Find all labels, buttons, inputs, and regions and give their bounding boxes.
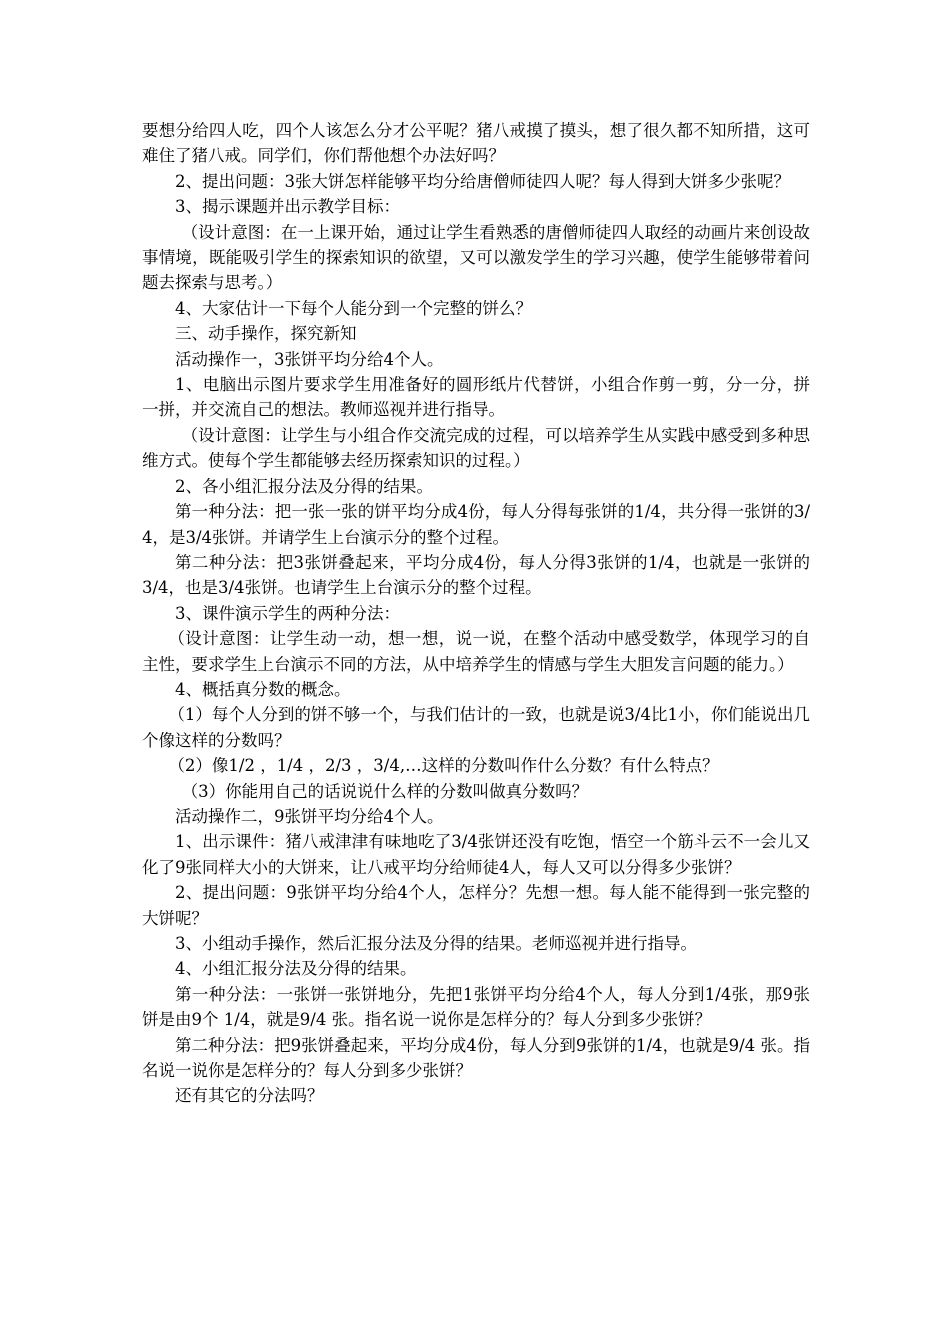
paragraph-method-2: 第二种分法：把3张饼叠起来，平均分成4份，每人分得3张饼的1/4，也就是一张饼的3/4，也是3/4张饼。也请学生上台演示分的整个过程。 xyxy=(142,552,810,598)
paragraph-activity-2-step-3: 3、小组动手操作，然后汇报分法及分得的结果。老师巡视并进行指导。 xyxy=(175,934,697,953)
paragraph-activity-1-step-3: 3、课件演示学生的两种分法： xyxy=(175,603,400,623)
paragraph-other-methods: 还有其它的分法吗？ xyxy=(175,1086,324,1106)
paragraph-activity-2-step-4: 4、小组汇报分法及分得的结果。 xyxy=(175,959,417,979)
paragraph-question-1: （1）每个人分到的饼不够一个，与我们估计的一致，也就是说3/4比1小，你们能说出几个像这样的分数吗？ xyxy=(142,705,810,750)
paragraph-activity-1-step-2: 2、各小组汇报分法及分得的结果。 xyxy=(175,476,433,496)
paragraph-question-3: （3）你能用自己的话说说什么样的分数叫做真分数吗？ xyxy=(181,781,589,801)
section-heading-hands-on: 三、动手操作，探究新知 xyxy=(175,324,357,344)
paragraph-activity-1: 活动操作一，3张饼平均分给4个人。 xyxy=(175,349,444,369)
paragraph-activity-1-step-1: 1、电脑出示图片要求学生用准备好的圆形纸片代替饼，小组合作剪一剪，分一分，拼一拼，并交流自己的想法。教师巡视并进行指导。 xyxy=(142,375,810,420)
paragraph-activity-1-step-4: 4、概括真分数的概念。 xyxy=(175,679,351,699)
paragraph-activity-2-method-2: 第二种分法：把9张饼叠起来，平均分成4份，每人分到9张饼的1/4，也就是9/4 张。指名说一说你是怎样分的？每人分到多少张饼？ xyxy=(142,1035,810,1081)
paragraph-activity-2: 活动操作二，9张饼平均分给4个人。 xyxy=(175,806,444,826)
document-page xyxy=(142,118,810,1109)
paragraph-method-1: 第一种分法：把一张一张的饼平均分成4份，每人分得每张饼的1/4，共分得一张饼的3/4，是3/4张饼。并请学生上台演示分的整个过程。 xyxy=(142,502,810,547)
paragraph-design-intent-1: （设计意图：在一上课开始，通过让学生看熟悉的唐僧师徒四人取经的动画片来创设故事情境，既能吸引学生的探索知识的欲望，又可以激发学生的学习兴趣，使学生能够带着问题去探索与思考。） xyxy=(142,222,810,293)
paragraph-reveal-topic: 3、揭示课题并出示教学目标： xyxy=(175,197,400,217)
paragraph-estimate-question: 4、大家估计一下每个人能分到一个完整的饼么？ xyxy=(175,298,532,318)
paragraph-question-2: （2）像1/2 ，1/4 ，2/3 ，3/4,…这样的分数叫作什么分数？有什么特点？ xyxy=(168,756,719,776)
paragraph-activity-2-step-1: 1、出示课件：猪八戒津津有味地吃了3/4张饼还没有吃饱，悟空一个筋斗云不一会儿又化了9张同样大小的大饼来，让八戒平均分给师徒4人，每人又可以分得多少张饼？ xyxy=(142,832,810,877)
paragraph-design-intent-2: （设计意图：让学生与小组合作交流完成的过程，可以培养学生从实践中感受到多种思维方式。使每个学生都能够去经历探索知识的过程。） xyxy=(142,425,810,471)
paragraph-activity-2-method-1: 第一种分法：一张饼一张饼地分，先把1张饼平均分给4个人，每人分到1/4张，那9张饼是由9个 1/4，就是9/4 张。指名说一说你是怎样分的？每人分到多少张饼？ xyxy=(142,984,810,1030)
paragraph-intro-continued: 要想分给四人吃，四个人该怎么分才公平呢？猪八戒摸了摸头，想了很久都不知所措，这可难住了猪八戒。同学们，你们帮他想个办法好吗？ xyxy=(142,121,810,166)
paragraph-activity-2-step-2: 2、提出问题：9张饼平均分给4个人，怎样分？先想一想。每人能不能得到一张完整的大饼呢？ xyxy=(142,883,810,928)
paragraph-pose-question: 2、提出问题：3张大饼怎样能够平均分给唐僧师徒四人呢？每人得到大饼多少张呢？ xyxy=(175,171,790,191)
paragraph-design-intent-3: （设计意图：让学生动一动，想一想，说一说，在整个活动中感受数学，体现学习的自主性，要求学生上台演示不同的方法，从中培养学生的情感与学生大胆发言问题的能力。） xyxy=(142,629,810,674)
